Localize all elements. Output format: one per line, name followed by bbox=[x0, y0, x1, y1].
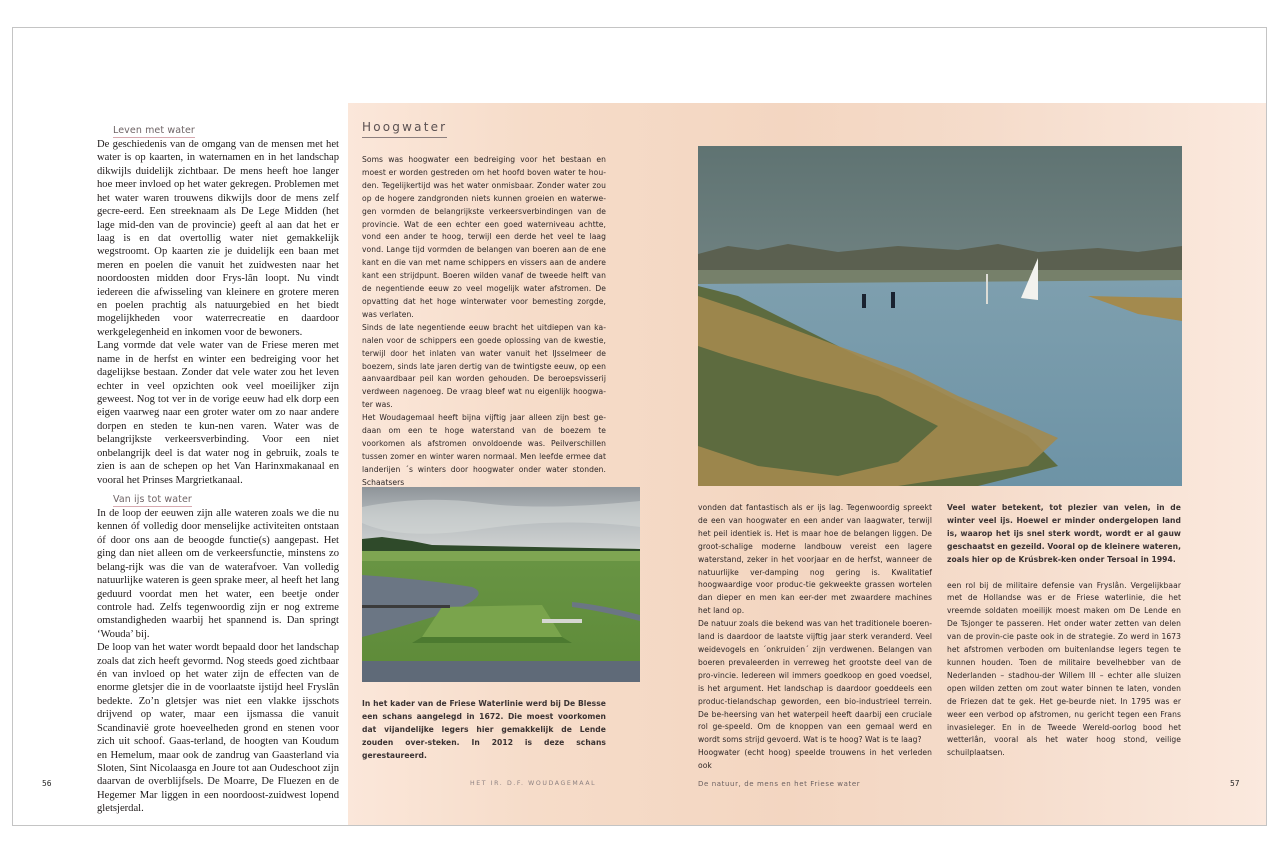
paragraph: Soms was hoogwater een bedreiging voor het bestaan en moest er worden gestreden om het hoofd boven water te hou-den. Tegelijkertijd was het water onmisbaar. Zonder water zou op de hogere zandgronden niets kunnen groeien en waterwe-gen vormden de belangrijkste verkeersverbindingen van de provincie. Wat de een echter een goed waterniveau achtte, vond een ander te hoog, terwijl een derde het veel te laag vond. Lange tijd vormden de belangen van boeren aan de ene kant en die van met name schippers en vissers aan de andere kant een strijdpunt. Boeren wilden vanaf de tweede helft van de negentiende eeuw zo veel mogelijk water afstromen. De opvatting dat het hoge winterwater voor bemesting zorgde, was verlaten. bbox=[362, 155, 606, 319]
paragraph: Hoogwater (echt hoog) speelde trouwens in het verleden ook bbox=[698, 748, 932, 771]
paragraph: een rol bij de militaire defensie van Fryslân. Vergelijkbaar met de Hollandse was er de Friese waterlinie, die het vreemde soldaten moeilijk moest maken om De Lende en De Tsjonger te passeren. Het onder water zetten van delen van de provin-cie paste ook in de strategie. Zo werd in 1673 het afstromen verboden om buitenlandse legers tegen te kunnen houden. Toen de militaire bevelhebber van de Nederlanden – stadhou-der Willem III – echter alle sluizen open wilden zetten om zout water binnen te laten, vonden de Friezen dat te gek. Het ge-beurde niet. In 1795 was er weer een verbod op afstromen, nu gericht tegen een Frans invasieleger. En in de Tweede Wereld-oorlog bood het wetterlân, vooral als het water hoog stond, veilige schuilplaatsen. bbox=[947, 580, 1181, 758]
section-heading-van-ijs-tot-water: Van ijs tot water bbox=[113, 493, 192, 505]
paragraph: Het Woudagemaal heeft bijna vijftig jaar alleen zijn best ge-daan om een te hoge waterstand van de boezem te voorkomen als afstromen onvoldoende was. Peilverschillen tussen zomer en winter waren normaal. Men leefde ermee dat landerijen ´s winters door hoogwater onder water stonden. Schaatsers bbox=[362, 413, 606, 487]
caption-and-final-column bbox=[947, 502, 1181, 760]
section-body-leven-met-water bbox=[97, 138, 339, 487]
photo-schans-caption: In het kader van de Friese Waterlinie werd bij De Blesse een schans aangelegd in 1672. Die moest voorkomen dat vijandelijke legers hier gemakkelijk de Lende zouden over-steken. In 2012 is deze schans gerestaureerd. bbox=[362, 699, 606, 760]
hoogwater-column bbox=[362, 118, 606, 490]
paragraph: De natuur zoals die bekend was van het traditionele boeren-land is daardoor de laatste vijftig jaar sterk veranderd. Veel weidevogels en ´onkruiden´ zijn verdwenen. Belangen van boeren prevaleerden in verreweg het grootste deel van de pro-vincie. Iedereen wil immers goedkoop en goed voedsel, is het argument. Het landschap is daardoor goeddeels een produc-tielandschap geworden, een bio-industrieel terrein. De be-heersing van het waterpeil heeft daarbij een cruciale rol ge-speeld. Om de knoppen van een gemaal werd en wordt soms strijd gevoerd. Wat is te hoog? Wat is te laag? bbox=[698, 619, 932, 745]
paragraph: vonden dat fantastisch als er ijs lag. Tegenwoordig spreekt de een van hoogwater en een ander van laagwater, terwijl het peil identiek is. Het is maar hoe de belangen liggen. De groot-schalige moderne landbouw vereist een lagere waterstand, zeker in het voorjaar en de herfst, wanneer de natuurlijke ver-damping nog gering is. Kwalitatief hoogwaardige voor produc-tie gekweekte grassen wortelen dan dieper en men kan eer-der met zwaardere machines het land op. bbox=[698, 503, 932, 616]
book-spread bbox=[12, 27, 1267, 826]
left-page-column bbox=[97, 120, 339, 816]
paragraph: De loop van het water wordt bepaald door het landschap zoals dat zich heeft gevormd. Nog steeds goed zichtbaar én van invloed op het water zijn de effecten van de enorme gletsjer die in de voorlaatste ijstijd heel Fryslân bedekte. Zo’n gletsjer was niet een vlakke ijsschots drijvend op water, maar een ijsmassa die vanuit Scandinavië grote hoeveelheden grond en stenen voor zich uit schoof. Gaas-terland, de hoogten van Koudum en Hemelum, maar ook de zandrug van Gaasterland via Sloten, Sint Nicolaasga en Joure tot aan Oudeschoot zijn daarvan de overblijfsels. De Moarre, De Fluezen en de Hegemer Mar liggen in een noordoost-zuidwest lopend gletsjerdal. bbox=[97, 642, 339, 815]
hoogwater-continued-column bbox=[698, 502, 932, 773]
paragraph: In de loop der eeuwen zijn alle wateren zoals we die nu kennen óf volledig door menselijke activiteiten ontstaan óf door ons aan de beoogde functie(s) aangepast. Het ging dan niet alleen om de verkeersfunctie, minstens zo belang-rijk was die van de waterafvoer. Van volledig natuurlijke wateren is geen sprake meer, al heeft het lang geduurd voordat men het water, een beetje onder controle had. Zelfs tegenwoordig zijn er nog extreme omstandigheden waarbij het spannend is. Dan springt ‘Wouda’ bij. bbox=[97, 507, 339, 640]
page-number-right: 57 bbox=[1230, 779, 1240, 788]
spacer bbox=[947, 567, 1181, 580]
photo-ice-skating-krusbrekken bbox=[698, 146, 1182, 486]
paragraph: Sinds de late negentiende eeuw bracht het uitdiepen van ka-nalen voor de schippers een goede oplossing van de kwestie, terwijl door het inlaten van water vanuit het IJsselmeer de boezem, sinds late jaren dertig van de twintigste eeuw, op een aanvaardbaar peil kan worden gehouden. De beroepsvisserij verdween nagenoeg. De vraag bleef wat nu eigenlijk hoogwa-ter was. bbox=[362, 322, 606, 410]
running-head-left: HET IR. D.F. WOUDAGEMAAL bbox=[470, 780, 597, 787]
photo-ice-caption: Veel water betekent, tot plezier van velen, in de winter veel ijs. Hoewel er minder ondergelopen land is, waarop het ijs snel sterk wordt, wordt er al gauw geschaatst en gezeild. Vooral op de kleinere wateren, zoals hier op de Krúsbrek-ken onder Tersoal in 1994. bbox=[947, 503, 1182, 564]
hoogwater-body bbox=[362, 154, 606, 490]
section-body-van-ijs-tot-water bbox=[97, 507, 339, 816]
paragraph: De geschiedenis van de omgang van de mensen met het water is op kaarten, in waternamen en in het landschap dikwijls duidelijk zichtbaar. De mens heeft hoe langer hoe meer invloed op het water gekregen. Problemen met het water waren trouwens dikwijls door de mens zelf gecre-eerd. Een streeknaam als De Lege Midden (het lage mid-den van de provincie) geeft al aan dat het er laag is en dat overtollig water niet gemakkelijk wegstroomt. Op kaarten zie je duidelijk een baan met meren en poelen die vanuit het zuidwesten naar het noordoosten midden door Frys-lân loopt. Nu vindt iedereen die afwisseling van kleinere en grotere meren en poelen prachtig als natuurgebied en het biedt mogelijkheden voor waterrecreatie en daardoor werkgelegenheid en inkomen voor de bewoners. bbox=[97, 139, 339, 338]
section-heading-leven-met-water: Leven met water bbox=[113, 125, 195, 136]
page-number-left: 56 bbox=[42, 779, 52, 788]
page-title-hoogwater: Hoogwater bbox=[362, 120, 447, 138]
running-head-right: De natuur, de mens en het Friese water bbox=[698, 780, 861, 788]
paragraph: Lang vormde dat vele water van de Friese meren met name in de herfst en winter een bedreiging voor het dagelijkse bestaan. Zonder dat vele water zou het leven echter in veel opzichten ook veel moeilijker zijn geweest. Nog tot ver in de vorige eeuw had elk dorp een eigen vaarweg naar een groter water om zo naar andere dorpen en steden te kun-nen varen. Water was de belangrijkste verkeersverbinding. Voor een niet onbelangrijk deel is dat water nog in gebruik, zoals te zien is aan de schepen op het Van Harinxmakanaal en vooral het Prinses Margrietkanaal. bbox=[97, 340, 339, 486]
photo-schans-de-blesse bbox=[362, 487, 640, 682]
